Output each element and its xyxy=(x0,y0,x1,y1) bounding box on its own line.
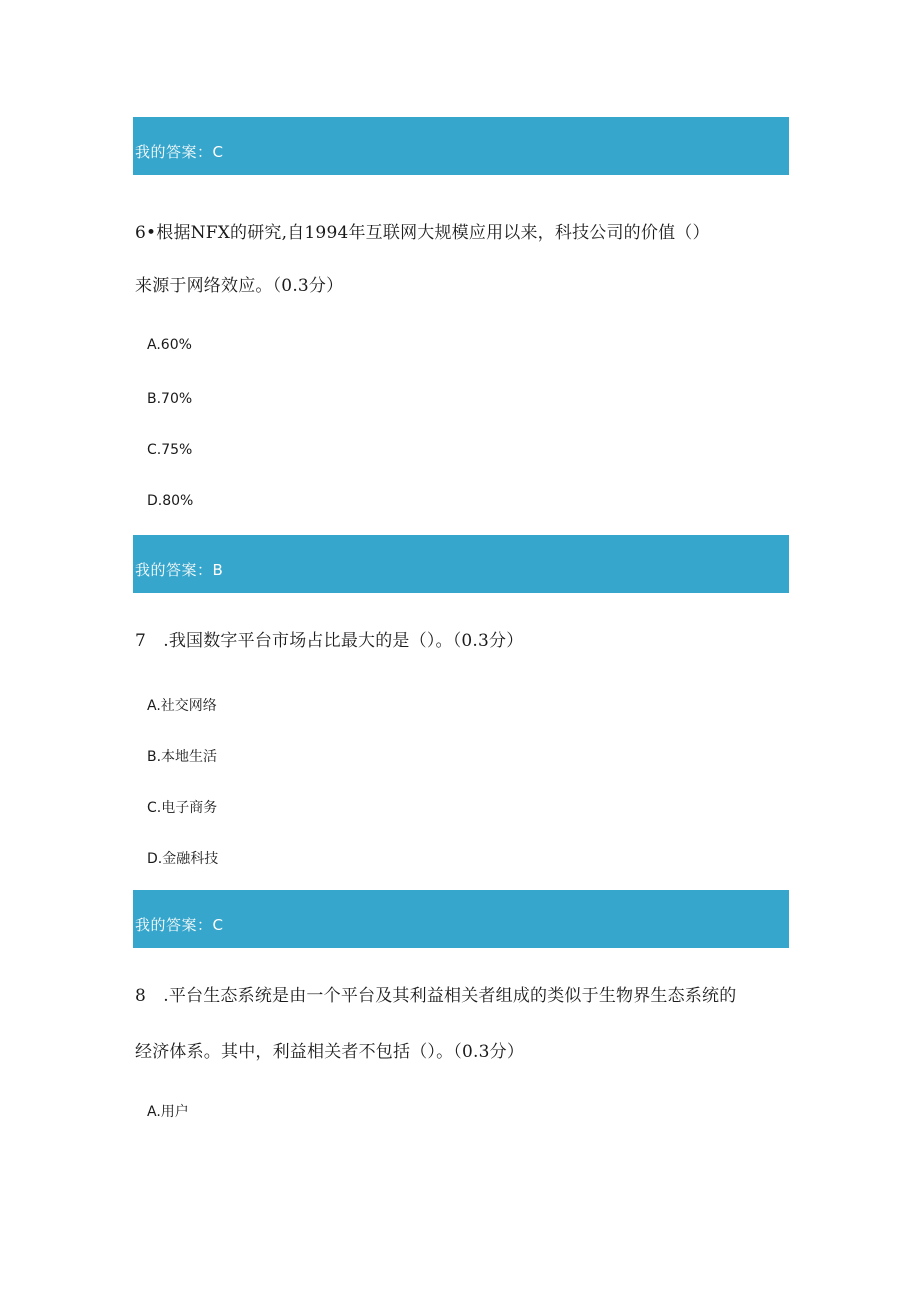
option-d[interactable]: D.金融科技 xyxy=(147,851,219,867)
answer-text: 我的答案：C xyxy=(135,916,224,934)
option-d[interactable]: D.80% xyxy=(147,493,194,509)
answer-bar xyxy=(133,535,789,593)
question-text: 经济体系。其中，利益相关者不包括（）。（0.3分） xyxy=(135,1042,525,1062)
answer-bar xyxy=(133,890,789,948)
option-a[interactable]: A.60% xyxy=(147,337,192,353)
answer-text: 我的答案：B xyxy=(135,561,224,579)
question-text: 7 .我国数字平台市场占比最大的是（）。（0.3分） xyxy=(135,631,524,651)
option-b[interactable]: B.本地生活 xyxy=(147,749,218,765)
question-text: 8 .平台生态系统是由一个平台及其利益相关者组成的类似于生物界生态系统的 xyxy=(135,986,737,1006)
option-a[interactable]: A.社交网络 xyxy=(147,698,217,714)
option-b[interactable]: B.70% xyxy=(147,391,193,407)
answer-text: 我的答案：C xyxy=(135,143,224,161)
option-a[interactable]: A.用户 xyxy=(147,1104,189,1120)
option-c[interactable]: C.75% xyxy=(147,442,193,458)
question-text: 6•根据NFX的研究,自1994年互联网大规模应用以来，科技公司的价值（） xyxy=(135,223,710,243)
option-c[interactable]: C.电子商务 xyxy=(147,800,218,816)
answer-bar xyxy=(133,117,789,175)
question-text: 来源于网络效应。（0.3分） xyxy=(135,276,344,296)
